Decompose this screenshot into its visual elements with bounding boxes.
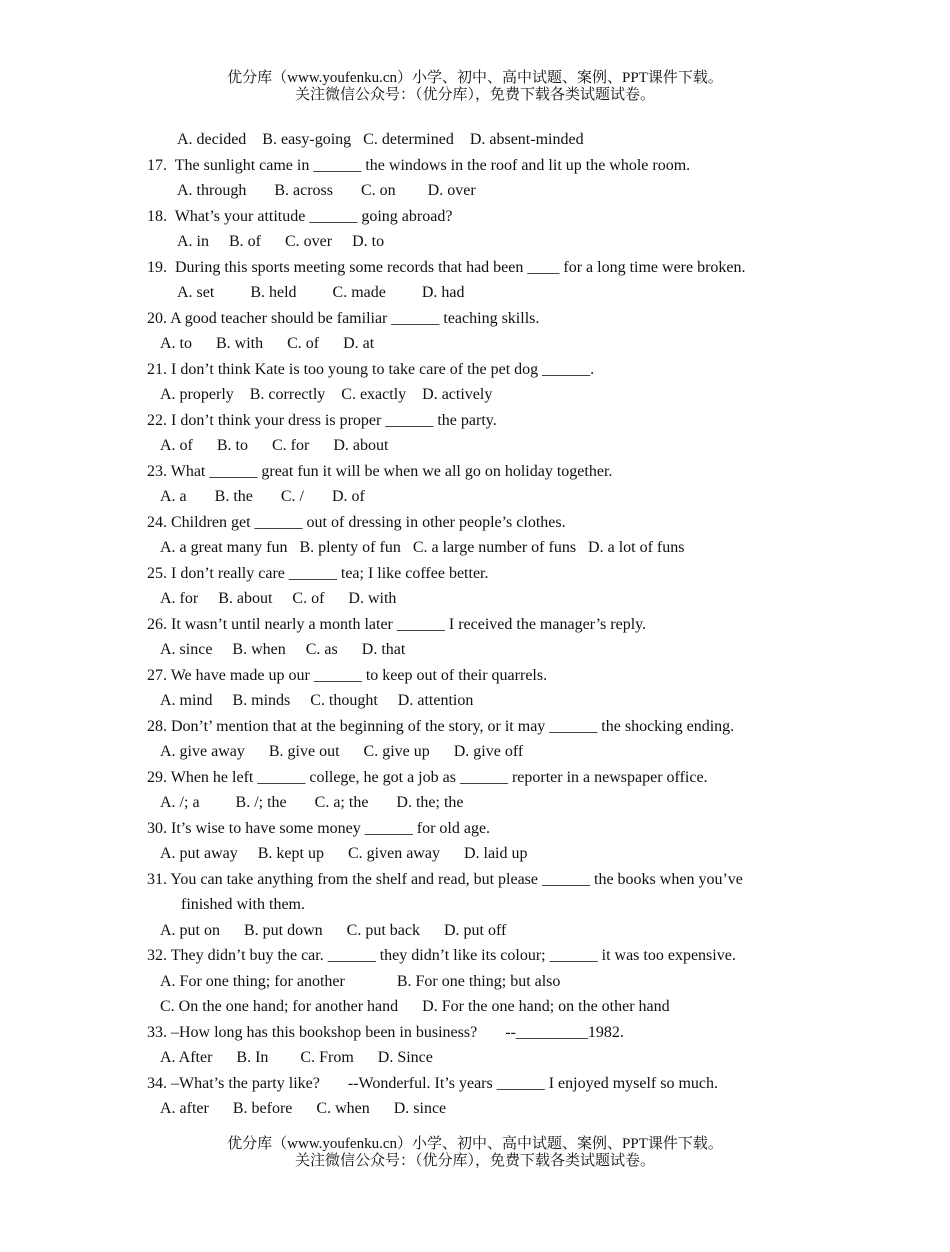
options-26: A. since B. when C. as D. that <box>160 641 406 658</box>
options-18: A. in B. of C. over D. to <box>177 233 385 250</box>
question-17: 17. The sunlight came in ______ the windows in the roof and lit up the whole room. <box>147 157 691 174</box>
options-29: A. /; a B. /; the C. a; the D. the; the <box>160 794 464 811</box>
question-27: 27. We have made up our ______ to keep out of their quarrels. <box>147 667 548 684</box>
header-line-2: 关注微信公众号：（优分库），免费下载各类试题试卷。 <box>294 87 655 103</box>
question-31-cont: finished with them. <box>181 896 305 913</box>
question-29: 29. When he left ______ college, he got a job as ______ reporter in a newspaper office. <box>147 769 708 786</box>
options-25: A. for B. about C. of D. with <box>160 590 397 607</box>
footer-line-1: 优分库（www.youfenku.cn）小学、初中、高中试题、案例、PPT课件下载。 <box>227 1136 723 1152</box>
question-28: 28. Don’t’ mention that at the beginning of the story, or it may ______ the shocking ending. <box>147 718 735 735</box>
question-25: 25. I don’t really care ______ tea; I like coffee better. <box>147 565 489 582</box>
options-32b: C. On the one hand; for another hand D. For the one hand; on the other hand <box>160 998 670 1015</box>
question-20: 20. A good teacher should be familiar ______ teaching skills. <box>147 310 540 327</box>
question-23: 23. What ______ great fun it will be when we all go on holiday together. <box>147 463 613 480</box>
options-22: A. of B. to C. for D. about <box>160 437 389 454</box>
options-28: A. give away B. give out C. give up D. give off <box>160 743 524 760</box>
question-22: 22. I don’t think your dress is proper ______ the party. <box>147 412 497 429</box>
options-34: A. after B. before C. when D. since <box>160 1100 447 1117</box>
options-16: A. decided B. easy-going C. determined D. absent-minded <box>177 131 584 148</box>
question-32: 32. They didn’t buy the car. ______ they didn’t like its colour; ______ it was too expensive. <box>147 947 736 964</box>
page-header <box>0 70 950 104</box>
options-27: A. mind B. minds C. thought D. attention <box>160 692 474 709</box>
question-24: 24. Children get ______ out of dressing in other people’s clothes. <box>147 514 566 531</box>
options-23: A. a B. the C. / D. of <box>160 488 365 505</box>
question-26: 26. It wasn’t until nearly a month later ______ I received the manager’s reply. <box>147 616 647 633</box>
question-30: 30. It’s wise to have some money ______ for old age. <box>147 820 491 837</box>
question-21: 21. I don’t think Kate is too young to take care of the pet dog ______. <box>147 361 595 378</box>
options-32a: A. For one thing; for another B. For one thing; but also <box>160 973 561 990</box>
options-20: A. to B. with C. of D. at <box>160 335 375 352</box>
options-24: A. a great many fun B. plenty of fun C. a large number of funs D. a lot of funs <box>160 539 685 556</box>
footer-line-2: 关注微信公众号：（优分库），免费下载各类试题试卷。 <box>294 1153 655 1169</box>
question-31: 31. You can take anything from the shelf and read, but please ______ the books when you’ve <box>147 871 743 888</box>
options-21: A. properly B. correctly C. exactly D. actively <box>160 386 493 403</box>
question-19: 19. During this sports meeting some records that had been ____ for a long time were broken. <box>147 259 746 276</box>
question-34: 34. –What’s the party like? --Wonderful. It’s years ______ I enjoyed myself so much. <box>147 1075 719 1092</box>
header-line-1: 优分库（www.youfenku.cn）小学、初中、高中试题、案例、PPT课件下载。 <box>227 70 723 86</box>
options-33: A. After B. In C. From D. Since <box>160 1049 433 1066</box>
question-33: 33. –How long has this bookshop been in business? --_________1982. <box>147 1024 624 1041</box>
options-17: A. through B. across C. on D. over <box>177 182 476 199</box>
question-18: 18. What’s your attitude ______ going abroad? <box>147 208 453 225</box>
options-19: A. set B. held C. made D. had <box>177 284 465 301</box>
options-31: A. put on B. put down C. put back D. put off <box>160 922 507 939</box>
page-footer <box>0 1136 950 1170</box>
options-30: A. put away B. kept up C. given away D. laid up <box>160 845 528 862</box>
